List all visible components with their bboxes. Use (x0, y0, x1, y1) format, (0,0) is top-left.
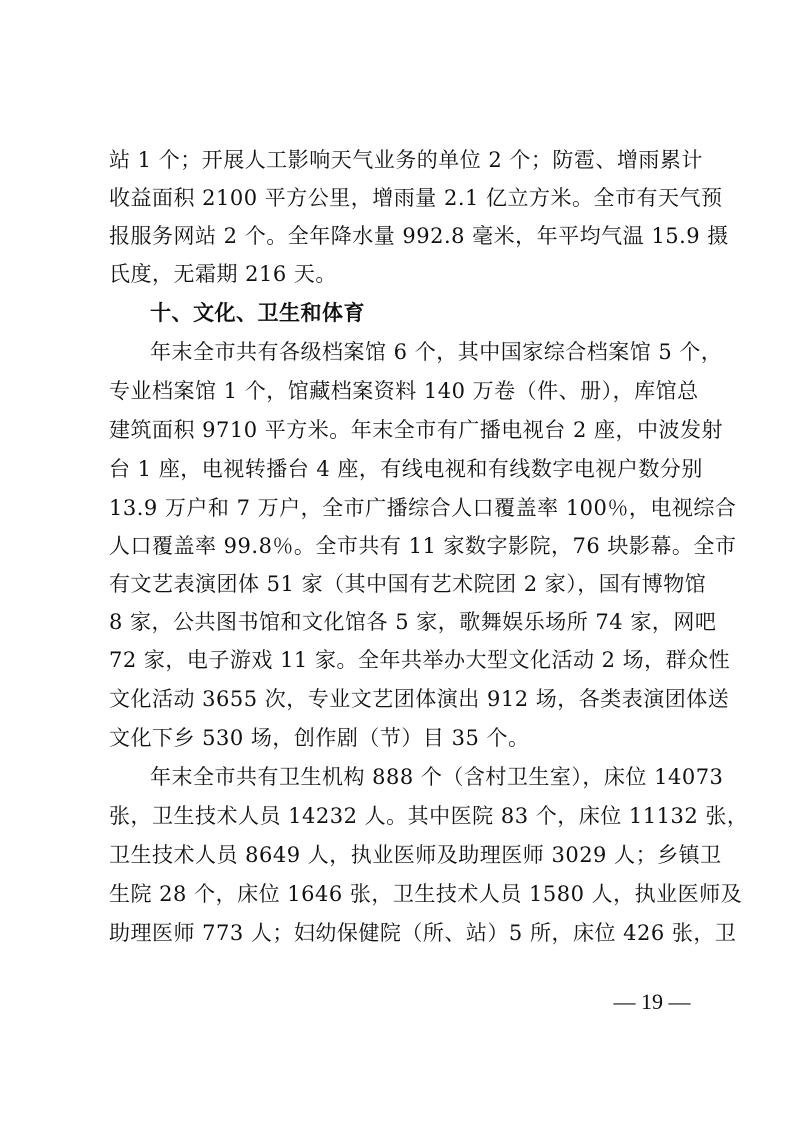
body-text-line: 生院 28 个，床位 1646 张，卫生技术人员 1580 人，执业医师及 (109, 882, 743, 906)
body-text-line: 有文艺表演团体 51 家（其中国有艺术院团 2 家），国有博物馆 (109, 572, 707, 596)
paragraph-first-line: 年末全市共有各级档案馆 6 个，其中国家综合档案馆 5 个， (150, 340, 723, 364)
body-text-line: 专业档案馆 1 个，馆藏档案资料 140 万卷（件、册），库馆总 (109, 379, 699, 403)
page-number: — 19 — (613, 989, 691, 1014)
body-text-line: 张，卫生技术人员 14232 人。其中医院 83 个，床位 11132 张， (109, 804, 749, 828)
body-text-line: 报服务网站 2 个。全年降水量 992.8 毫米，年平均气温 15.9 摄 (109, 224, 729, 248)
body-text-line: 建筑面积 9710 平方米。年末全市有广播电视台 2 座，中波发射 (109, 418, 724, 442)
body-text-line: 72 家，电子游戏 11 家。全年共举办大型文化活动 2 场，群众性 (109, 648, 731, 672)
body-text-line: 氏度，无霜期 216 天。 (109, 262, 337, 286)
body-text-line: 收益面积 2100 平方公里，增雨量 2.1 亿立方米。全市有天气预 (109, 186, 723, 210)
body-text-line: 13.9 万户和 7 万户，全市广播综合人口覆盖率 100％，电视综合 (109, 496, 737, 520)
paragraph-first-line: 年末全市共有卫生机构 888 个（含村卫生室），床位 14073 (150, 765, 724, 789)
body-text-line: 文化下乡 530 场，创作剧（节）目 35 个。 (109, 726, 530, 750)
body-text-line: 台 1 座，电视转播台 4 座，有线电视和有线数字电视户数分别 (109, 457, 703, 481)
body-text-line: 卫生技术人员 8649 人，执业医师及助理医师 3029 人；乡镇卫 (109, 843, 722, 867)
body-text-line: 助理医师 773 人；妇幼保健院（所、站）5 所，床位 426 张，卫 (109, 921, 737, 945)
body-text-line: 文化活动 3655 次，专业文艺团体演出 912 场，各类表演团体送 (109, 687, 730, 711)
section-heading: 十、文化、卫生和体育 (150, 301, 365, 325)
body-text-line: 站 1 个；开展人工影响天气业务的单位 2 个；防雹、增雨累计 (109, 148, 703, 172)
body-text-line: 人口覆盖率 99.8％。全市共有 11 家数字影院，76 块影幕。全市 (109, 534, 737, 558)
body-text-line: 8 家，公共图书馆和文化馆各 5 家，歌舞娱乐场所 74 家，网吧 (109, 610, 717, 634)
